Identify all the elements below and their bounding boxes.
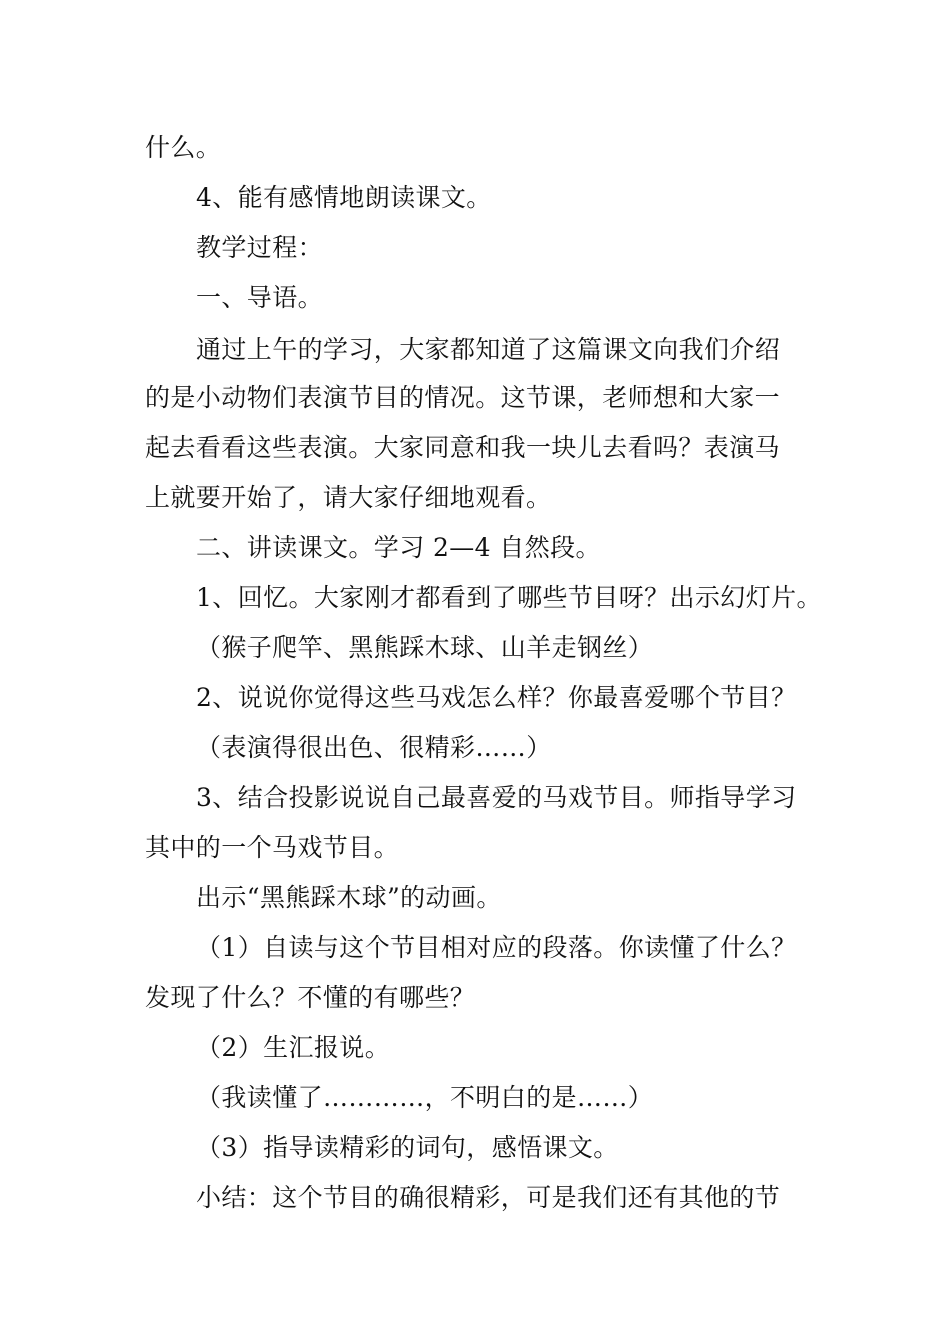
text-line: 起去看看这些表演。大家同意和我一块儿去看吗？表演马 — [145, 433, 781, 462]
text-line: 其中的一个马戏节目。 — [145, 833, 400, 862]
text-line: 出示“黑熊踩木球”的动画。 — [196, 883, 502, 912]
text-line: 一、导语。 — [196, 283, 324, 312]
text-line: 4、能有感情地朗读课文。 — [196, 183, 492, 212]
text-line: （表演得很出色、很精彩……） — [196, 733, 552, 762]
text-line: 2、说说你觉得这些马戏怎么样？你最喜爱哪个节目？ — [196, 683, 797, 712]
text-line: 什么。 — [145, 133, 222, 162]
text-line: 3、结合投影说说自己最喜爱的马戏节目。师指导学习 — [196, 783, 797, 812]
text-line: 上就要开始了，请大家仔细地观看。 — [145, 483, 552, 512]
text-line: 二、讲读课文。学习 2—4 自然段。 — [196, 533, 601, 562]
text-line: （2）生汇报说。 — [196, 1033, 391, 1062]
text-line: 通过上午的学习，大家都知道了这篇课文向我们介绍 — [196, 335, 781, 364]
text-line: （1）自读与这个节目相对应的段落。你读懂了什么？ — [196, 933, 797, 962]
text-line: 发现了什么？不懂的有哪些？ — [145, 983, 476, 1012]
text-line: 1、回忆。大家刚才都看到了哪些节目呀？出示幻灯片。 — [196, 583, 822, 612]
text-line: （我读懂了…………，不明白的是……） — [196, 1083, 654, 1112]
text-line: 教学过程： — [196, 233, 324, 262]
text-line: 的是小动物们表演节目的情况。这节课，老师想和大家一 — [145, 383, 781, 412]
text-line: （3）指导读精彩的词句，感悟课文。 — [196, 1133, 619, 1162]
text-line: （猴子爬竿、黑熊踩木球、山羊走钢丝） — [196, 633, 654, 662]
text-line: 小结：这个节目的确很精彩，可是我们还有其他的节 — [196, 1183, 781, 1212]
